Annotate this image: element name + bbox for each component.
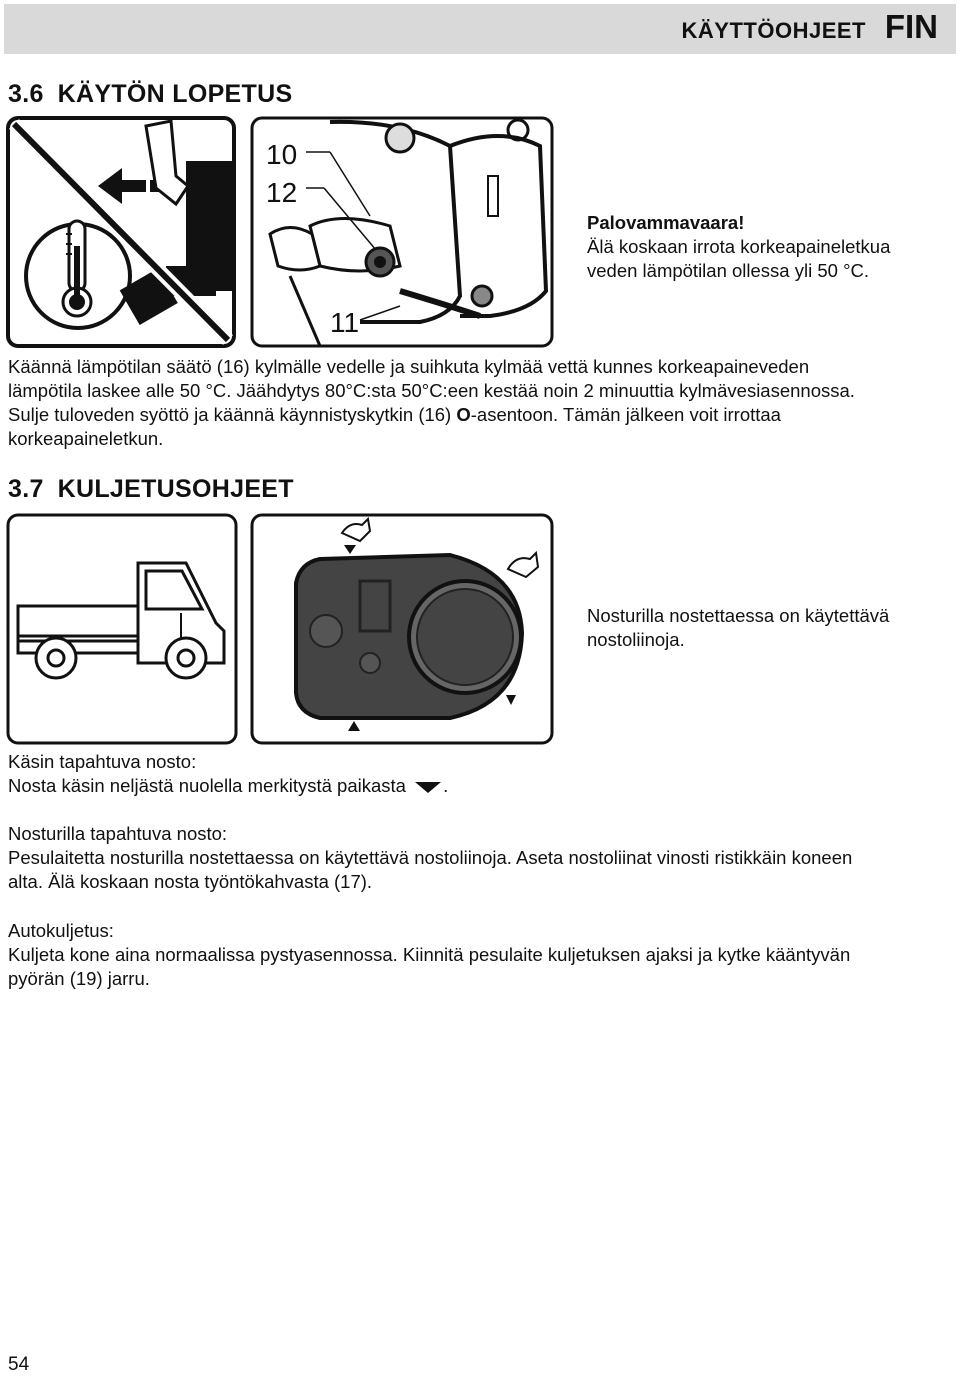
section-number: 3.6 [8,80,44,108]
callout-12: 12 [266,177,298,208]
warning-line-1: Älä koskaan irrota korkeapaineletkua [587,236,891,257]
crane-lift-title: Nosturilla tapahtuva nosto: [8,823,228,844]
car-transport-line-1: Kuljeta kone aina normaalissa pystyasennossa. Kiinnitä pesulaite kuljetuksen ajaksi ja kytke kääntyvän [8,944,851,965]
crane-lift-line-1: Pesulaitetta nosturilla nostettaessa on käytettävä nostoliinoja. Aseta nostoliinat vinosti ristikkäin koneen [8,847,853,868]
header-title: KÄYTTÖOHJEET [681,18,866,43]
section-title: KULJETUSOHJEET [57,475,294,503]
manual-lift-text [8,774,448,798]
lift-arrow-icon [413,780,443,794]
manual-lift-text-end: . [443,775,449,796]
body-line-3-start: Sulje tuloveden syöttö ja käännä käynnistyskytkin (16) [8,404,457,425]
car-transport-line-2: pyörän (19) jarru. [8,968,150,989]
callout-10: 10 [266,139,298,170]
body-line-3 [8,403,781,427]
lifting-points-figure [250,513,554,745]
crane-note-line-1: Nosturilla nostettaessa on käytettävä [587,605,890,626]
truck-figure [6,513,238,745]
off-position-symbol: O [456,404,471,425]
manual-lift-title: Käsin tapahtuva nosto: [8,751,197,772]
section-number: 3.7 [8,475,44,503]
section-heading-3-6 [8,80,292,109]
crane-note-line-2: nostoliinoja. [587,629,685,650]
no-disconnect-hot-figure [6,116,236,348]
body-line-1: Käännä lämpötilan säätö (16) kylmälle vedelle ja suihkuta kylmää vettä kunnes korkeapaineveden [8,356,810,377]
hose-connection-figure [250,116,554,348]
warning-title: Palovammavaara! [587,212,745,233]
body-line-2: lämpötila laskee alle 50 °C. Jäähdytys 80°C:sta 50°C:een kestää noin 2 minuuttia kylmävesiasennossa. [8,380,855,401]
warning-line-2: veden lämpötilan ollessa yli 50 °C. [587,260,869,281]
section-heading-3-7 [8,475,294,504]
body-line-4: korkeapaineletkun. [8,428,164,449]
section-title: KÄYTÖN LOPETUS [57,80,293,108]
body-line-3-end: -asentoon. Tämän jälkeen voit irrottaa [470,404,781,425]
manual-lift-text-main: Nosta käsin neljästä nuolella merkitystä paikasta [8,775,406,796]
crane-lift-line-2: alta. Älä koskaan nosta työntökahvasta (17). [8,871,373,892]
car-transport-title: Autokuljetus: [8,920,114,941]
page-number: 54 [8,1354,30,1375]
callout-11: 11 [330,307,360,338]
header-language: FIN [884,8,938,45]
